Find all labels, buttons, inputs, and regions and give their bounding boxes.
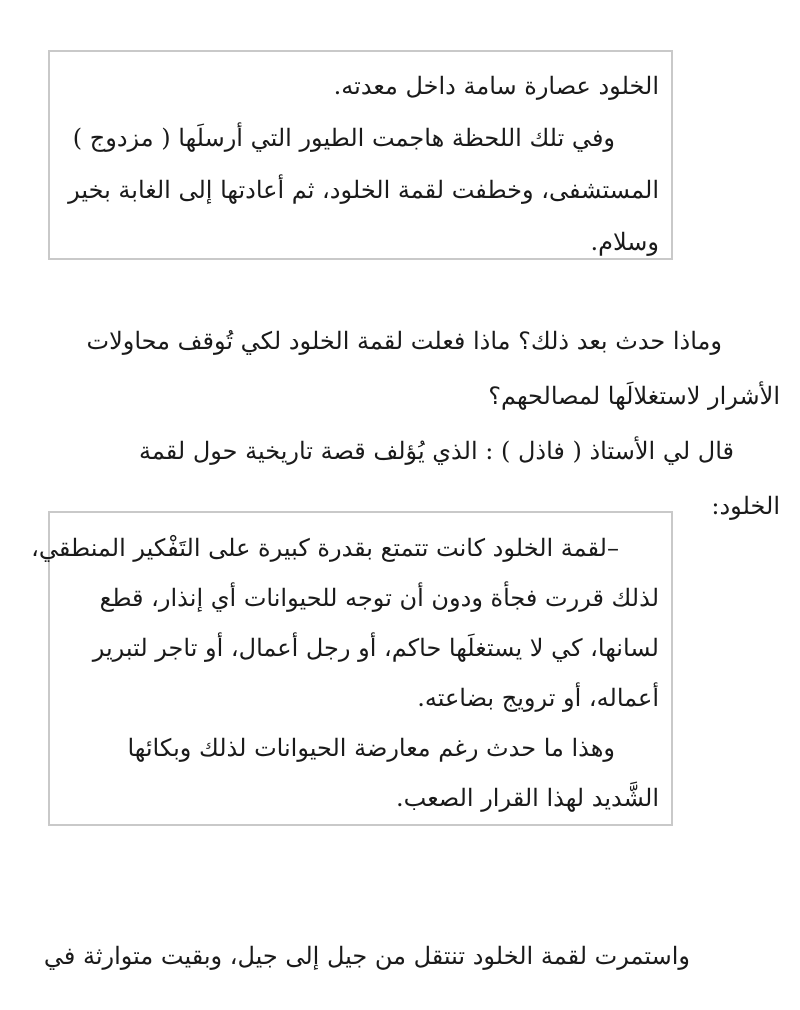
quote-box-2-line-2: لذلك قررت فجأة ودون أن توجه للحيوانات أي إنذار، قطع [99, 584, 659, 612]
narrative-line-3: قال لي الأستاذ ( فاذل ) : الذي يُؤلف قصة تاريخية حول لقمة [139, 437, 734, 465]
quote-box-2-line-6: الشَّديد لهذا القرار الصعب. [396, 784, 659, 812]
quote-box-1-line-3: المستشفى، وخطفت لقمة الخلود، ثم أعادتها إلى الغابة بخير [68, 176, 659, 204]
closing-paragraph [40, 929, 780, 984]
quote-box-2-line-3: لسانها، كي لا يستغلَها حاكم، أو رجل أعمال، أو تاجر لتبرير [92, 634, 659, 662]
closing-line-1: واستمرت لقمة الخلود تنتقل من جيل إلى جيل، وبقيت متوارثة في [43, 942, 690, 970]
quote-box-2-line-1: –لقمة الخلود كانت تتمتع بقدرة كبيرة على التَفْكير المنطقي، [31, 534, 619, 562]
quote-box-1-line-1: الخلود عصارة سامة داخل معدته. [333, 72, 659, 100]
narrative-line-1: وماذا حدث بعد ذلك؟ ماذا فعلت لقمة الخلود لكي تُوقف محاولات [86, 327, 722, 355]
narrative-line-2: الأشرار لاستغلالَها لمصالحهم؟ [488, 382, 780, 410]
narrative-line-4: الخلود: [711, 492, 780, 520]
quote-box-2-line-4: أعماله، أو ترويج بضاعته. [417, 684, 659, 712]
quote-box-2-line-5: وهذا ما حدث رغم معارضة الحيوانات لذلك وبكائها [127, 734, 615, 762]
quote-box-1 [48, 50, 673, 260]
quote-box-2 [31, 511, 673, 826]
quote-box-1-line-2: وفي تلك اللحظة هاجمت الطيور التي أرسلَها ( مزدوج ) [72, 124, 615, 152]
quote-box-1-line-4: وسلام. [590, 228, 659, 256]
narrative-paragraph [40, 314, 780, 534]
